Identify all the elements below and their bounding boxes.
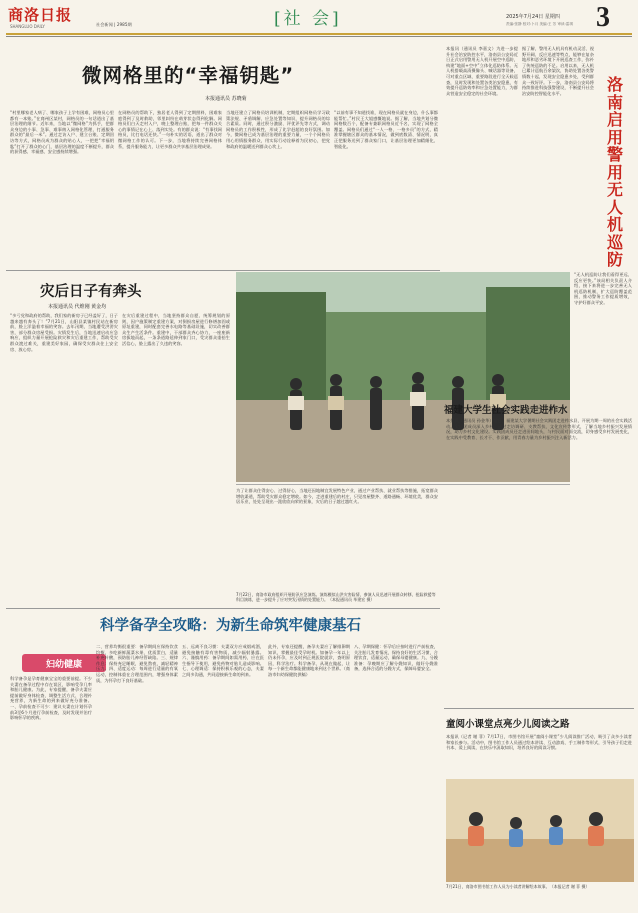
photo-reading-image (446, 779, 634, 882)
article-2-col-3: 为了让群众住得安心、过得舒心，当地还因地制宜发展特色产业，通过产业帮扶、就业帮扶等措施，拓宽群众增收渠道，帮助受灾群众稳定增收。如今，走进重建后的村庄，只见房屋整齐、道路通畅、环境优美，群众安居乐业，处处呈现出一派欣欣向荣的景象，灾后的日子越过越红火。 (236, 488, 438, 505)
headline-article-6: 童阅小课堂点亮少儿阅读之路 (446, 719, 570, 730)
editor-credits: 责编:张静 校对:卜月 美编:王 芳 审读:雷琪 (506, 22, 573, 26)
article-4-col-4: 此外，专家还提醒，备孕夫妻应了解排卵期知识，掌握最佳受孕时机。如备孕一年以上仍未怀孕，应及时到正规医院就诊，查明原因，科学治疗。科学备孕，从现在做起，让每一个新生命都能健康地来到这个世界。（商洛市妇幼保健院供稿） (268, 644, 350, 677)
divider (444, 708, 634, 709)
header-rule (6, 33, 632, 35)
masthead-subtitle: SHANGLUO DAILY (10, 24, 45, 29)
headline-article-3: 洛南启用警用无人机巡防 (606, 75, 623, 269)
photo-reading (446, 779, 634, 882)
article-4-col-1: 科学备孕是孕育健康宝宝的重要前提。不少夫妻在备孕过程中存在误区，影响受孕几率和胎儿健康。为此，专家提醒，备孕夫妻应提前做好身体检查、调整生活方式、合理补充营养，为新生命的到来做好充分准备。一、孕前检查不可少：建议夫妻在计划怀孕前3至6个月进行孕前检查，及时发现并治疗影响怀孕的疾病。 (10, 676, 92, 721)
headline-article-1: 微网格里的“幸福钥匙” (82, 64, 295, 87)
article-2-col-2: 在灾后重建过程中，当地坚持群众自愿、统筹规划的原则，因户施策制定重建方案，对倒损房屋进行修缮加固或原址重建，同时配套完善水电路等基础设施，切实改善群众生产生活条件。重建中，干部群众齐心协力，一座座新房拔地而起，一条条道路延伸到家门口，受灾群众重拾生活信心，脸上露出了久违的笑容。 (122, 313, 230, 346)
article-4-col-3: 五、远离不良习惯：夫妻双方应戒烟戒酒，避免接触有毒有害物质，减少辐射暴露。六、谨慎用药：备孕期间如需用药，应在医生指导下使用，避免药物对胎儿造成影响。七、心理调适：保持积极乐观的心态，夫妻之间多沟通，共同迎接新生命的到来。 (182, 644, 264, 677)
article-1-col-2: 在网格员的帮助下，独居老人得到了定期照料，困难家庭得到了及时救助，邻里纠纷在萌芽状态得到化解。网格员们白天走村入户，晚上整理台账，把每一件群众关心的事情记在心上、落到实处。有的群众说：“有事找网格员，比打电话还快。”一句朴实的话语，道出了群众对微网格工作的认可。下一步，当地将持续完善网格体系，提升服务能力，让更多群众共享基层治理成果。 (118, 110, 222, 149)
article-5-col-1: 本报讯（通讯员 孙金华）近日，福建某大学暑期社会实践团走进柞水县，开展为期一周的社会实践活动。实践团成员深入乡村，通过走访调研、支教帮扶、文化宣传等形式，了解当地乡村振兴发展情况，助力乡村文化建设。实践团成员还走进田间地头，与村民面对面交流，切身感受乡村发展变化，在实践中受教育、长才干、作贡献，用青春力量为乡村振兴注入新活力。 (446, 418, 632, 440)
section-title: [社 会] (274, 9, 342, 29)
article-6-col-1: 本报讯（记者 谢 菲）7月17日，市图书馆开展“童阅小课堂”少儿阅读推广活动，吸引了众多小读者和家长参与。活动中，图书馆工作人员通过绘本讲读、互动游戏、手工制作等形式，引导孩子们走进书本、爱上阅读，在快乐中汲取知识，培养良好的阅读习惯。 (446, 734, 632, 751)
article-4-col-5: 八、孕期保健：怀孕后应按时进行产前检查，关注胎儿发育情况，保持良好的生活习惯，合理饮食，适量运动，确保母婴健康。九、分娩准备：孕晚期应了解分娩知识，做好分娩准备，选择合适的分娩方式，保障母婴安全。 (354, 644, 438, 672)
article-1-col-3: 当地还建立了网格员培训机制，定期组织网格员学习政策法规、矛盾调解、应急处置等知识，提升网格员的综合素质。同时，通过积分激励、评优评先等方式，调动网格员的工作积极性，形成了比学赶超的良好氛围。如今，微网格已成为基层治理的重要力量，一个个网格员用心用情服务群众，用实际行动诠释着为民初心，把党和政府的温暖送到群众心坎上。 (226, 110, 330, 149)
publish-date: 2025年7月24日 星期四 (506, 14, 560, 20)
article-2-col-1: “多亏党和政府的帮助，我们家的新房子已经盖好了，日子越来越有奔头了！”7月21日，山阳县某镇村民站在新房前，脸上洋溢着幸福的笑容。去年汛期，当地遭受洪涝灾害，部分群众房屋受损。灾情发生后，当地迅速启动应急响应，组织力量开展抢险救灾和灾后重建工作，帮助受灾群众渡过难关，重建美好家园，确保受灾群众住上安全房、放心房。 (10, 313, 118, 352)
headline-article-4: 科学备孕全攻略：为新生命筑牢健康基石 (100, 618, 361, 634)
divider (6, 270, 440, 271)
byline-article-2: 本报通讯员 代维刚 黄金均 (48, 304, 107, 310)
article-3-col-2: 据了解，警用无人机具有机动灵活、视野开阔、反应迅速等特点，能够在复杂地形和恶劣环境下开展巡查工作，弥补了传统巡防的不足。启用以来，无人机已累计巡航百余架次，协助处置各类警情数十起，发现安全隐患多处，受到群众一致好评。下一步，洛南县公安局将持续推进科技强警建设，不断提升社会治安防控智能化水平。 (522, 46, 594, 96)
byline-article-1: 本报通讯员 苏晓菊 (205, 96, 247, 102)
article-4-col-2: 二、营养均衡很重要：备孕期间应保持饮食均衡，多吃新鲜蔬菜水果、优质蛋白，适量补充叶酸，预防胎儿神经管缺陷。三、规律作息：保持充足睡眠，避免熬夜，减轻精神压力。四、适度运动：每周进行适量的有氧运动，控制体重在合理范围内，增强身体素质，为怀孕打下良好基础。 (96, 644, 178, 683)
article-3-col-3: “无人机巡防让我们看得更远、反应更快。”该局相关负责人介绍，接下来将进一步完善无人机巡防机制，扩大巡防覆盖范围，推动警务工作提质增效，守护好群众平安。 (574, 272, 632, 305)
article-1-col-4: “以前有事不知道找谁，现在网格员就在身边，什么事都能帮忙。”村民王大姐感慨地说。据了解，当地共划分微网格数百个，配备专兼职网格员近千名，实现了网格全覆盖。网格员们通过“一人一格、一格多员”的方式，精准掌握辖区群众的基本情况，做到底数清、情况明，真正把服务送到了群众家门口，让基层治理更加精细化、智能化。 (334, 110, 438, 149)
masthead-logo: 商洛日报 (8, 6, 73, 24)
header-rule-thin (6, 36, 632, 37)
photo-1-caption: 7月22日，商洛市政府组织开展防汛应急演练。演练模拟山洪灾害险情，参演人员迅速开展群众转移、抢险救援等科目演练，进一步提升了应对突发汛情的处置能力。（本报通讯员 毕建宏 摄） (236, 592, 436, 603)
divider (6, 608, 440, 609)
page-number: 3 (596, 2, 610, 33)
health-column-logo: 妇幼健康 (22, 654, 106, 672)
article-3-col-1: 本报讯（通讯员 李嘉文）为进一步提升社会治安防控水平，洛南县公安局近日正式启用警用无人机开展空中巡防，构建“地面+空中”立体化巡防体系。无人机搭载高清摄像头、喊话器等设备，可对重点区域、重要路段进行全天候巡查，及时发现和处置各类治安隐患，有效提升巡防效率和应急处置能力，为群众营造安全稳定的社会环境。 (446, 46, 518, 96)
article-1-col-1: “村里哪家老人病了、哪家孩子上学有困难，网格员心里都有一本账。”在商州区某村，网格员的一句话道出了基层治理的细节。近年来，当地以“微网格”为抓手，把群众身边的小事、急事、难事纳入网格化管理，打通服务群众的“最后一米”。通过走访入户、建立台账、定期回访等方式，网格员成为群众的贴心人，一把把“幸福钥匙”打开了群众的心门，基层治理的温度不断提升，群众的获得感、幸福感、安全感持续增强。 (10, 110, 114, 155)
headline-article-5: 福建大学生社会实践走进柞水 (444, 405, 568, 416)
headline-article-2: 灾后日子有奔头 (40, 284, 142, 300)
issue-meta: 社会新闻 | 2985期 (96, 22, 132, 27)
photo-2-caption: 7月21日，商洛市图书馆工作人员为小读者讲解绘本故事。（本报记者 谢 菲 摄） (446, 884, 590, 889)
